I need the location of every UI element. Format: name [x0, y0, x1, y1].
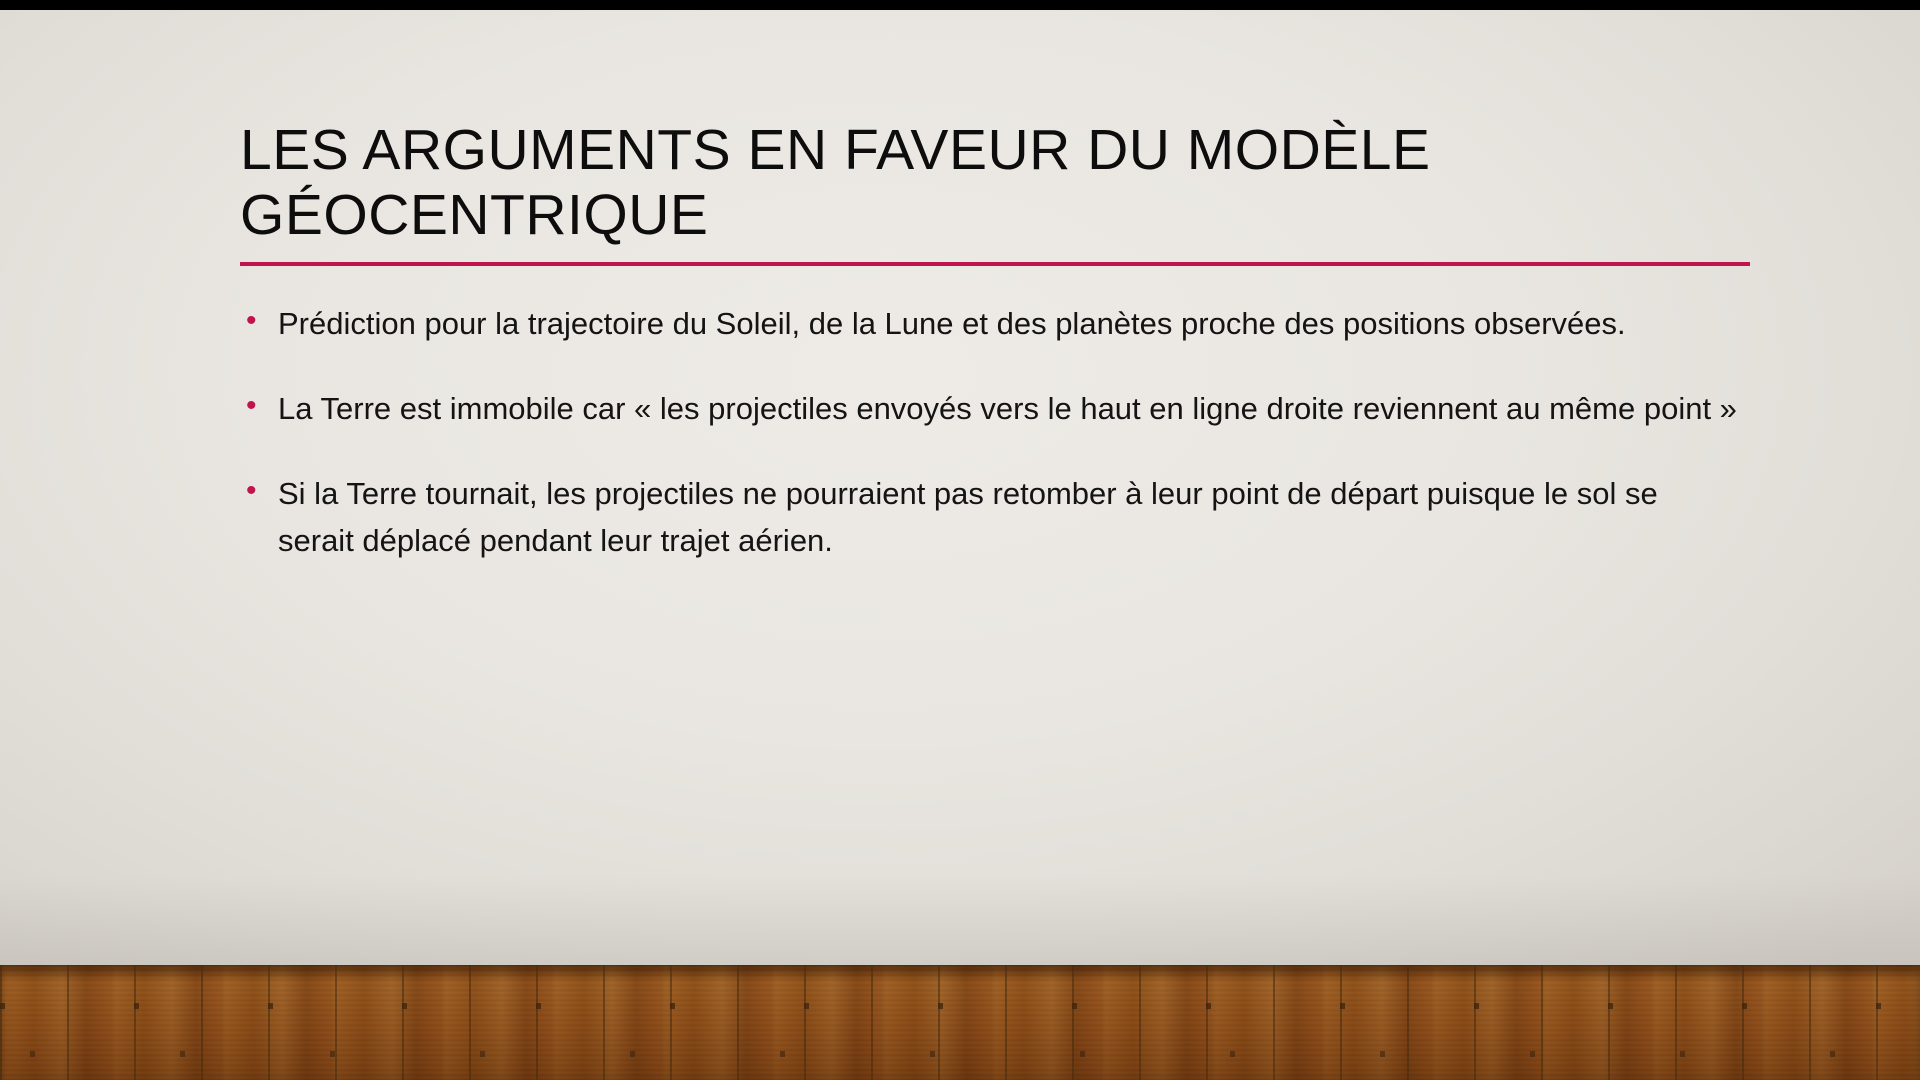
title-underline-rule: [240, 262, 1750, 266]
floor-nail-row-bottom: [30, 1051, 1920, 1057]
slide-background-floor: [0, 965, 1920, 1080]
list-item: • Prédiction pour la trajectoire du Soleil, de la Lune et des planètes proche des positions observées.: [240, 300, 1738, 347]
bullet-list: [240, 300, 1750, 564]
floor-plank-lines: [0, 965, 1920, 1080]
page-title: LES ARGUMENTS EN FAVEUR DU MODÈLE GÉOCENTRIQUE: [240, 118, 1431, 247]
top-letterbox-band: [0, 0, 1920, 10]
list-item: • Si la Terre tournait, les projectiles ne pourraient pas retomber à leur point de départ puisque le sol se serait déplacé pendant leur trajet aérien.: [240, 470, 1738, 564]
floor-nail-row-top: [0, 1003, 1920, 1009]
slide-content: [240, 118, 1750, 602]
list-item: • La Terre est immobile car « les projectiles envoyés vers le haut en ligne droite reviennent au même point »: [240, 385, 1738, 432]
